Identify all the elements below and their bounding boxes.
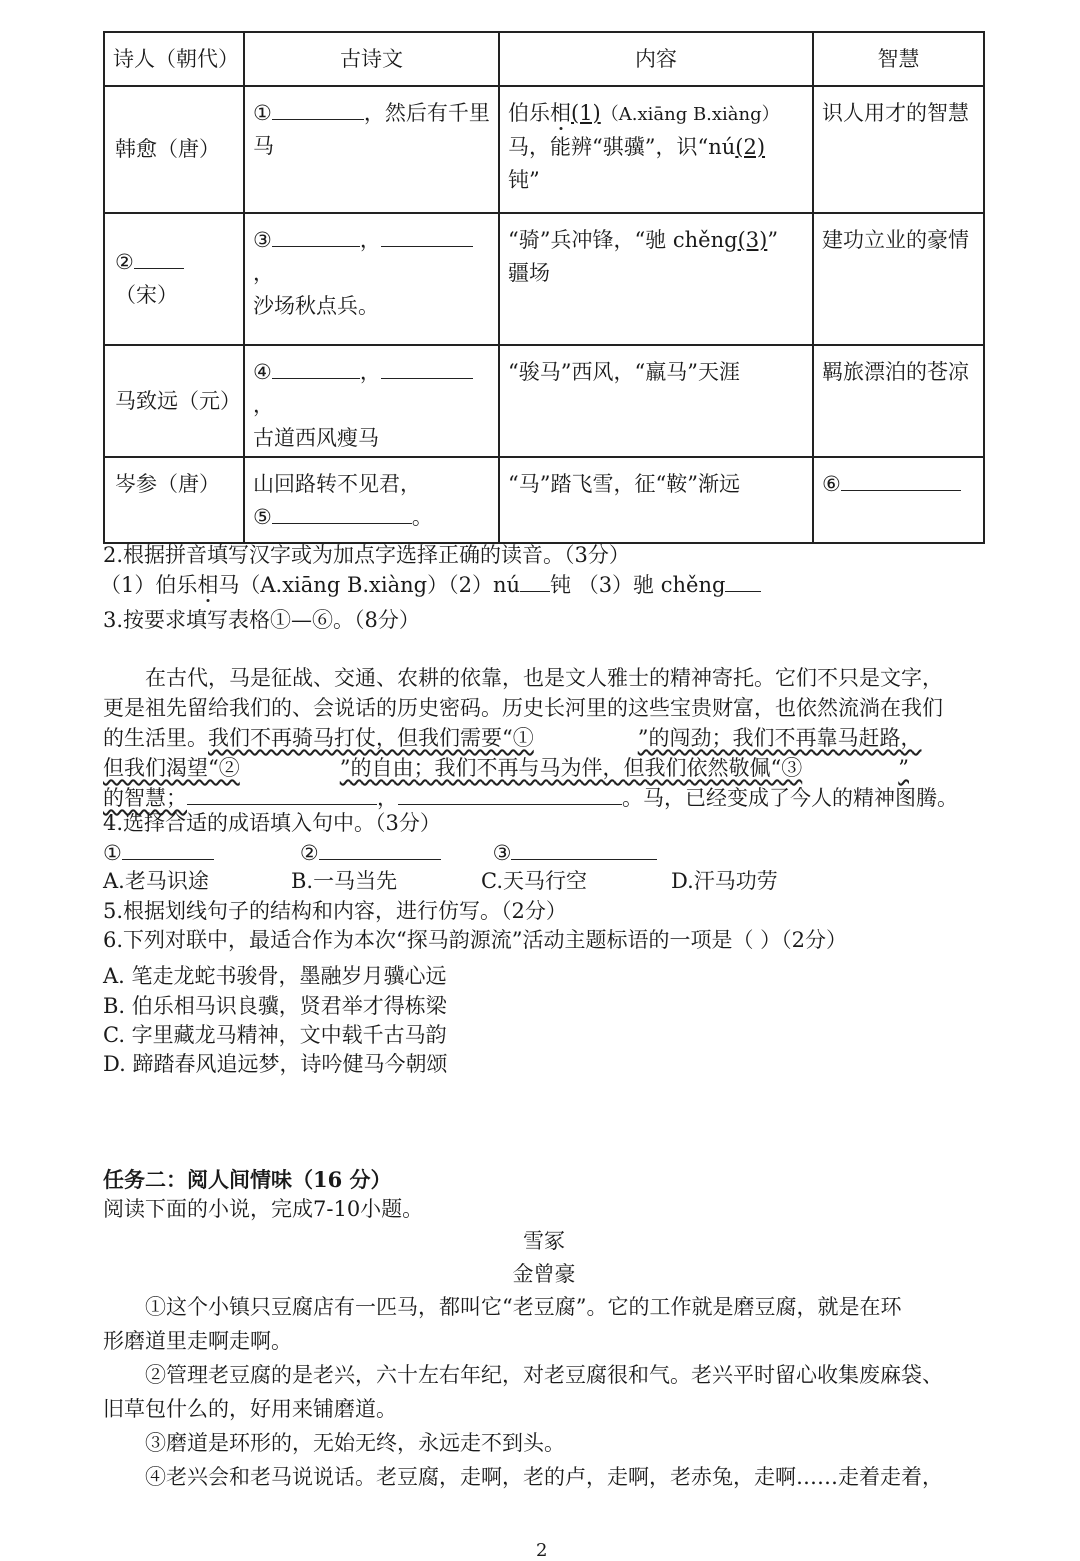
question-6-option-b: B. 伯乐相马识良骥，贤君举才得栋梁 xyxy=(103,994,447,1018)
content-cell: “骑”兵冲锋，“驰 chěng(3)” 疆场 xyxy=(499,213,813,345)
table-header-row xyxy=(104,32,984,86)
poet-cell: 岑参（唐） xyxy=(104,457,244,543)
answer-blank[interactable] xyxy=(187,786,377,805)
wisdom-cell: 识人用才的智慧 xyxy=(813,86,984,213)
answer-blank[interactable] xyxy=(272,101,364,120)
wisdom-cell: 羁旅漂泊的苍凉 xyxy=(813,345,984,457)
task-2-instruction: 阅读下面的小说，完成7-10小题。 xyxy=(103,1197,424,1221)
answer-blank[interactable] xyxy=(319,841,441,860)
wisdom-cell: 建功立业的豪情 xyxy=(813,213,984,345)
question-6-option-c: C. 字里藏龙马精神，文中载千古马韵 xyxy=(103,1023,447,1047)
question-5-title: 5.根据划线句子的结构和内容，进行仿写。（2分） xyxy=(103,899,567,923)
answer-blank[interactable] xyxy=(272,360,360,379)
poem-table xyxy=(103,31,985,544)
story-title: 雪冢 xyxy=(523,1229,565,1253)
header-wisdom: 智慧 xyxy=(813,32,984,86)
question-4-options: A.老马识途 B.一马当先 C.天马行空 D.汗马功劳 xyxy=(103,869,778,893)
table-row xyxy=(104,213,984,345)
poem-cell: ① ，然后有千里 马 xyxy=(244,86,499,213)
page-number: 2 xyxy=(536,1540,548,1561)
story-author: 金曾豪 xyxy=(512,1262,576,1286)
header-content: 内容 xyxy=(499,32,813,86)
content-cell: 伯乐相(1)（A.xiāng B.xiàng） 马，能辨“骐骥”，识“nú(2) 钝” xyxy=(499,86,813,213)
poet-cell: ②（宋） xyxy=(104,213,244,345)
question-6-option-d: D. 蹄踏春风追远梦，诗吟健马今朝颂 xyxy=(103,1052,448,1076)
answer-blank[interactable] xyxy=(272,228,360,247)
answer-blank[interactable] xyxy=(841,472,961,491)
question-2-items: （1）伯乐相马（A.xiāng B.xiàng）（2）nú 钝 （3）驰 chěng xyxy=(100,570,761,600)
story-text: ①这个小镇只豆腐店有一匹马，都叫它“老豆腐”。它的工作就是磨豆腐，就是在环 形磨道里走啊走啊。 ②管理老豆腐的是老兴，六十左右年纪，对老豆腐很和气。老兴平时留心收集废麻袋、 旧草包什么的，好用来铺磨道。 ③磨道是环形的，无始无终，永远走不到头。 ④老兴会和老马说说话。老豆腐，走啊，老的卢，走啊，老赤兔，走啊……走着走着， xyxy=(103,1295,943,1489)
answer-blank[interactable] xyxy=(725,573,761,592)
poet-cell: 韩愈（唐） xyxy=(104,86,244,213)
question-6-title: 6.下列对联中，最适合作为本次“探马韵源流”活动主题标语的一项是（ ）（2分） xyxy=(103,928,848,952)
header-poet: 诗人（朝代） xyxy=(104,32,244,86)
passage: 在古代，马是征战、交通、农耕的依靠，也是文人雅士的精神寄托。它们不只是文字， 更是祖先留给我们的、会说话的历史密码。历史长河里的这些宝贵财富，也依然流淌在我们 的生活里。我们不再骑马打仗，但我们需要“① ”的闯劲；我们不再靠马赶路， 但我们渴望“② ”的自由；我们不再与马为伴，但我们依然敬佩“③ ” 的智慧； ， 。马，已经变成了今人的精神图腾。 xyxy=(103,666,958,810)
answer-blank[interactable] xyxy=(381,360,473,379)
table-row xyxy=(104,345,984,457)
poem-cell: ③ ，， 沙场秋点兵。 xyxy=(244,213,499,345)
poem-cell: 山回路转不见君， ⑤ 。 xyxy=(244,457,499,543)
answer-blank[interactable] xyxy=(381,228,473,247)
underlined-sentence: 但我们渴望“② ”的自由；我们不再与马为伴，但我们依然敬佩“③ ” xyxy=(103,756,909,780)
header-poem: 古诗文 xyxy=(244,32,499,86)
answer-blank[interactable] xyxy=(511,841,657,860)
question-4-blanks: ① ② ③ xyxy=(103,838,657,868)
question-3-title: 3.按要求填写表格①—⑥。（8分） xyxy=(103,608,420,632)
question-2-title: 2.根据拼音填写汉字或为加点字选择正确的读音。（3分） xyxy=(103,543,630,567)
answer-blank[interactable] xyxy=(272,505,412,524)
table-row xyxy=(104,86,984,213)
poem-cell: ④ ，， 古道西风瘦马 xyxy=(244,345,499,457)
answer-blank[interactable] xyxy=(134,250,184,269)
content-cell: “马”踏飞雪，征“鞍”渐远 xyxy=(499,457,813,543)
underlined-sentence: 我们不再骑马打仗，但我们需要“① ”的闯劲；我们不再靠马赶路， xyxy=(208,726,922,750)
wisdom-cell: ⑥ xyxy=(813,457,984,543)
content-cell: “骏马”西风，“羸马”天涯 xyxy=(499,345,813,457)
answer-blank[interactable] xyxy=(520,573,550,592)
answer-blank[interactable] xyxy=(122,841,214,860)
poet-cell: 马致远（元） xyxy=(104,345,244,457)
table-row xyxy=(104,457,984,543)
question-6-option-a: A. 笔走龙蛇书骏骨，墨融岁月骥心远 xyxy=(103,964,447,988)
answer-blank[interactable] xyxy=(398,786,622,805)
question-4-title: 4.选择合适的成语填入句中。（3分） xyxy=(103,811,441,835)
task-2-title: 任务二：阅人间情味（16 分） xyxy=(103,1167,392,1192)
